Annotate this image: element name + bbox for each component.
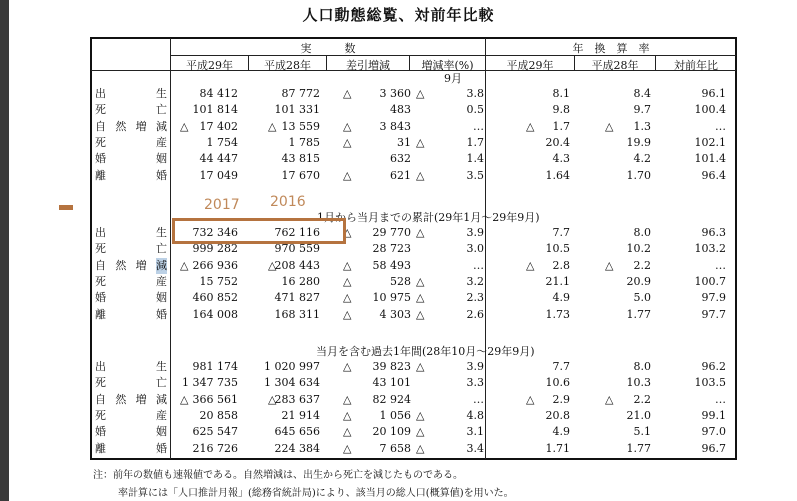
cell-value: 3.5 bbox=[466, 168, 484, 182]
table-row bbox=[0, 307, 797, 323]
negative-triangle-icon: △ bbox=[343, 258, 352, 272]
col-header: 平成28年 bbox=[264, 59, 311, 72]
cell-value: 970 559 bbox=[274, 242, 320, 256]
cell-value: 1.3 bbox=[633, 119, 651, 133]
cell-value: 632 bbox=[390, 152, 411, 166]
row-label: 死 亡 bbox=[95, 376, 167, 390]
table-row bbox=[0, 135, 797, 151]
cell-value: 283 637 bbox=[274, 392, 320, 406]
cell-value: 20 109 bbox=[372, 425, 411, 439]
negative-triangle-icon: △ bbox=[268, 119, 277, 133]
cell-value: 100.4 bbox=[694, 103, 726, 117]
cell-value: 1 304 634 bbox=[264, 376, 320, 390]
table-row bbox=[0, 119, 797, 135]
cell-value: 20 858 bbox=[199, 408, 238, 422]
cell-value: 96.3 bbox=[701, 226, 726, 239]
cell-value: 19.9 bbox=[626, 135, 651, 149]
highlight-box bbox=[172, 218, 346, 244]
negative-triangle-icon: △ bbox=[343, 441, 352, 455]
cell-value: 1.64 bbox=[545, 168, 570, 182]
negative-triangle-icon: △ bbox=[343, 119, 352, 133]
row-label: 婚 姻 bbox=[95, 425, 167, 439]
negative-triangle-icon: △ bbox=[416, 274, 425, 288]
cell-value: 3.0 bbox=[466, 242, 484, 256]
cell-value: 4.8 bbox=[466, 408, 484, 422]
cell-value: 17 670 bbox=[281, 168, 320, 182]
cell-value: 15 752 bbox=[199, 274, 238, 288]
cell-value: 99.1 bbox=[701, 408, 726, 422]
cell-value: 1 754 bbox=[206, 135, 238, 149]
cell-value: 96.2 bbox=[701, 360, 726, 373]
cell-value: 3.9 bbox=[466, 226, 484, 239]
cell-value: 101.4 bbox=[694, 152, 726, 166]
cell-value: … bbox=[473, 119, 484, 133]
negative-triangle-icon: △ bbox=[268, 258, 277, 272]
header-group-rate: 年 換 算 率 bbox=[572, 42, 650, 55]
cell-value: 621 bbox=[390, 168, 411, 182]
negative-triangle-icon: △ bbox=[343, 291, 352, 305]
cell-value: 39 823 bbox=[372, 360, 411, 373]
row-label: 婚 姻 bbox=[95, 291, 167, 305]
cell-value: 3.3 bbox=[466, 376, 484, 390]
cell-value: 31 bbox=[397, 135, 411, 149]
negative-triangle-icon: △ bbox=[343, 408, 352, 422]
cell-value: 17 402 bbox=[199, 119, 238, 133]
col-header: 平成29年 bbox=[186, 59, 233, 72]
cell-value: 16 280 bbox=[281, 274, 320, 288]
table-row bbox=[0, 408, 797, 424]
row-label: 自 然 増 減 bbox=[95, 258, 167, 272]
negative-triangle-icon: △ bbox=[416, 425, 425, 439]
cell-value: 1 056 bbox=[379, 408, 411, 422]
table-row bbox=[0, 375, 797, 391]
table-row bbox=[0, 359, 797, 375]
header-group-actual: 実 数 bbox=[300, 42, 356, 55]
cell-value: 28 723 bbox=[372, 242, 411, 256]
cell-value: 1.4 bbox=[466, 152, 484, 166]
cell-value: 2.6 bbox=[466, 307, 484, 321]
cell-value: 8.1 bbox=[552, 87, 570, 100]
cell-value: 96.7 bbox=[701, 441, 726, 455]
negative-triangle-icon: △ bbox=[605, 392, 614, 406]
negative-triangle-icon: △ bbox=[343, 425, 352, 439]
negative-triangle-icon: △ bbox=[343, 135, 352, 149]
negative-triangle-icon: △ bbox=[416, 168, 425, 182]
cell-value: … bbox=[715, 392, 726, 406]
col-header: 平成29年 bbox=[506, 59, 554, 72]
cell-value: 21.0 bbox=[626, 408, 651, 422]
cell-value: … bbox=[473, 392, 484, 406]
cell-value: 762 116 bbox=[274, 226, 320, 239]
cell-value: 645 656 bbox=[274, 425, 320, 439]
negative-triangle-icon: △ bbox=[343, 226, 352, 239]
negative-triangle-icon: △ bbox=[180, 119, 189, 133]
cell-value: 208 443 bbox=[274, 258, 320, 272]
cell-value: 2.9 bbox=[552, 392, 570, 406]
row-label: 死 亡 bbox=[95, 103, 167, 117]
col-header: 増減率(%) bbox=[421, 59, 474, 72]
negative-triangle-icon: △ bbox=[526, 258, 535, 272]
cell-value: 97.9 bbox=[701, 291, 726, 305]
cell-value: 96.4 bbox=[701, 168, 726, 182]
cell-value: 8.0 bbox=[633, 226, 651, 239]
cell-value: 471 827 bbox=[274, 291, 320, 305]
row-label: 出 生 bbox=[95, 226, 167, 239]
cell-value: 58 493 bbox=[372, 258, 411, 272]
row-label: 離 婚 bbox=[95, 441, 167, 455]
cell-value: 3.1 bbox=[466, 425, 484, 439]
page-title: 人口動態総覧、対前年比較 bbox=[302, 6, 495, 24]
negative-triangle-icon: △ bbox=[605, 119, 614, 133]
row-label: 死 亡 bbox=[95, 242, 167, 256]
annotation-2016: 2016 bbox=[270, 194, 306, 210]
cell-value: 10.5 bbox=[545, 242, 570, 256]
row-label: 自 然 増 減 bbox=[95, 119, 167, 133]
cell-value: 10.2 bbox=[626, 242, 651, 256]
row-label: 出 生 bbox=[95, 87, 167, 100]
row-label: 離 婚 bbox=[95, 307, 167, 321]
negative-triangle-icon: △ bbox=[526, 392, 535, 406]
cell-value: 87 772 bbox=[281, 87, 320, 100]
annotation-2017: 2017 bbox=[204, 197, 240, 213]
cell-value: 96.1 bbox=[701, 87, 726, 100]
negative-triangle-icon: △ bbox=[416, 291, 425, 305]
cell-value: 5.1 bbox=[633, 425, 651, 439]
cell-value: 101 331 bbox=[274, 103, 320, 117]
cell-value: … bbox=[715, 119, 726, 133]
col-header: 対前年比 bbox=[674, 59, 718, 72]
table-row bbox=[0, 441, 797, 457]
section-heading: 当月を含む過去1年間(28年10月〜29年9月) bbox=[316, 345, 535, 358]
negative-triangle-icon: △ bbox=[605, 258, 614, 272]
negative-triangle-icon: △ bbox=[416, 360, 425, 373]
row-label: 死 産 bbox=[95, 408, 167, 422]
cell-value: 168 311 bbox=[274, 307, 320, 321]
cell-value: 9.8 bbox=[552, 103, 570, 117]
cell-value: 216 726 bbox=[192, 441, 238, 455]
row-label: 死 産 bbox=[95, 274, 167, 288]
cell-value: 17 049 bbox=[199, 168, 238, 182]
cell-value: 10.3 bbox=[626, 376, 651, 390]
cell-value: 625 547 bbox=[192, 425, 238, 439]
negative-triangle-icon: △ bbox=[268, 392, 277, 406]
cell-value: 100.7 bbox=[694, 274, 726, 288]
cell-value: 3.9 bbox=[466, 360, 484, 373]
cell-value: 84 412 bbox=[199, 87, 238, 100]
cell-value: 3.2 bbox=[466, 274, 484, 288]
negative-triangle-icon: △ bbox=[343, 87, 352, 100]
col-header: 平成28年 bbox=[591, 59, 639, 72]
orange-marker bbox=[59, 205, 73, 210]
cell-value: 2.2 bbox=[633, 258, 651, 272]
cell-value: 7.7 bbox=[552, 226, 570, 239]
table-row bbox=[0, 290, 797, 306]
cell-value: 528 bbox=[390, 274, 411, 288]
cell-value: 43 101 bbox=[372, 376, 411, 390]
cell-value: 9.7 bbox=[633, 103, 651, 117]
footnote-2: 率計算には「人口推計月報」(総務省統計局)により、該当月の総人口(概算値)を用いた。 bbox=[118, 488, 514, 499]
cell-value: 10.6 bbox=[545, 376, 570, 390]
negative-triangle-icon: △ bbox=[526, 119, 535, 133]
cell-value: 483 bbox=[390, 103, 411, 117]
cell-value: 20.8 bbox=[545, 408, 570, 422]
cell-value: 3 360 bbox=[379, 87, 411, 100]
cell-value: 44 447 bbox=[199, 152, 238, 166]
cell-value: 460 852 bbox=[192, 291, 238, 305]
cell-value: 82 924 bbox=[372, 392, 411, 406]
negative-triangle-icon: △ bbox=[343, 274, 352, 288]
cell-value: 5.0 bbox=[633, 291, 651, 305]
cell-value: 1.77 bbox=[626, 307, 651, 321]
cell-value: 13 559 bbox=[281, 119, 320, 133]
cell-value: … bbox=[473, 258, 484, 272]
negative-triangle-icon: △ bbox=[343, 307, 352, 321]
cell-value: 1.77 bbox=[626, 441, 651, 455]
row-label: 婚 姻 bbox=[95, 152, 167, 166]
cell-value: 224 384 bbox=[274, 441, 320, 455]
table-row bbox=[0, 274, 797, 290]
cell-value: 3.8 bbox=[466, 87, 484, 100]
cell-value: 4.9 bbox=[552, 291, 570, 305]
row-label: 離 婚 bbox=[95, 168, 167, 182]
cell-value: 102.1 bbox=[694, 135, 726, 149]
cell-value: 4.2 bbox=[633, 152, 651, 166]
table-row bbox=[0, 86, 797, 102]
negative-triangle-icon: △ bbox=[416, 307, 425, 321]
table-row bbox=[0, 151, 797, 167]
cell-value: 1 785 bbox=[288, 135, 320, 149]
cell-value: 981 174 bbox=[192, 360, 238, 373]
section-heading: 1月から当月までの累計(29年1月〜29年9月) bbox=[317, 211, 540, 224]
cell-value: 4.9 bbox=[552, 425, 570, 439]
negative-triangle-icon: △ bbox=[416, 87, 425, 100]
table-row bbox=[0, 225, 797, 241]
cell-value: 29 770 bbox=[372, 226, 411, 239]
negative-triangle-icon: △ bbox=[416, 226, 425, 239]
cell-value: 2.2 bbox=[633, 392, 651, 406]
section-heading: 9月 bbox=[444, 72, 462, 85]
footnote-1: 注：前年の数値も速報値である。自然増減は、出生から死亡を減じたものである。 bbox=[93, 470, 463, 481]
cell-value: 1.7 bbox=[466, 135, 484, 149]
cell-value: 1 347 735 bbox=[182, 376, 238, 390]
negative-triangle-icon: △ bbox=[416, 441, 425, 455]
cell-value: 8.4 bbox=[633, 87, 651, 100]
negative-triangle-icon: △ bbox=[343, 168, 352, 182]
negative-triangle-icon: △ bbox=[416, 135, 425, 149]
col-header: 差引増減 bbox=[346, 59, 390, 72]
table-row bbox=[0, 168, 797, 184]
cell-value: 21 914 bbox=[281, 408, 320, 422]
cell-value: 4.3 bbox=[552, 152, 570, 166]
cell-value: 2.3 bbox=[466, 291, 484, 305]
cell-value: 97.7 bbox=[701, 307, 726, 321]
cell-value: 103.2 bbox=[694, 242, 726, 256]
row-label: 死 産 bbox=[95, 135, 167, 149]
cell-value: 43 815 bbox=[281, 152, 320, 166]
cell-value: 1.70 bbox=[626, 168, 651, 182]
cell-value: 21.1 bbox=[545, 274, 570, 288]
table-row bbox=[0, 102, 797, 118]
cell-value: 7 658 bbox=[379, 441, 411, 455]
cell-value: 8.0 bbox=[633, 360, 651, 373]
cell-value: 0.5 bbox=[466, 103, 484, 117]
cell-value: 1.71 bbox=[545, 441, 570, 455]
cell-value: 101 814 bbox=[192, 103, 238, 117]
cell-value: 4 303 bbox=[379, 307, 411, 321]
cell-value: … bbox=[715, 258, 726, 272]
table-row bbox=[0, 241, 797, 257]
negative-triangle-icon: △ bbox=[343, 392, 352, 406]
cell-value: 2.8 bbox=[552, 258, 570, 272]
cell-value: 266 936 bbox=[192, 258, 238, 272]
cell-value: 1.73 bbox=[545, 307, 570, 321]
table-row bbox=[0, 392, 797, 408]
cell-value: 1.7 bbox=[552, 119, 570, 133]
cell-value: 366 561 bbox=[192, 392, 238, 406]
cell-value: 3.4 bbox=[466, 441, 484, 455]
table-row bbox=[0, 424, 797, 440]
row-label: 出 生 bbox=[95, 360, 167, 373]
cell-value: 97.0 bbox=[701, 425, 726, 439]
cell-value: 10 975 bbox=[372, 291, 411, 305]
cell-value: 164 008 bbox=[192, 307, 238, 321]
cell-value: 999 282 bbox=[192, 242, 238, 256]
negative-triangle-icon: △ bbox=[180, 258, 189, 272]
cell-value: 103.5 bbox=[694, 376, 726, 390]
row-label: 自 然 増 減 bbox=[95, 392, 167, 406]
negative-triangle-icon: △ bbox=[343, 360, 352, 373]
table-row bbox=[0, 258, 797, 274]
cell-value: 732 346 bbox=[192, 226, 238, 239]
cell-value: 20.4 bbox=[545, 135, 570, 149]
negative-triangle-icon: △ bbox=[180, 392, 189, 406]
cell-value: 7.7 bbox=[552, 360, 570, 373]
cell-value: 3 843 bbox=[379, 119, 411, 133]
cell-value: 20.9 bbox=[626, 274, 651, 288]
negative-triangle-icon: △ bbox=[416, 408, 425, 422]
cell-value: 1 020 997 bbox=[264, 360, 320, 373]
